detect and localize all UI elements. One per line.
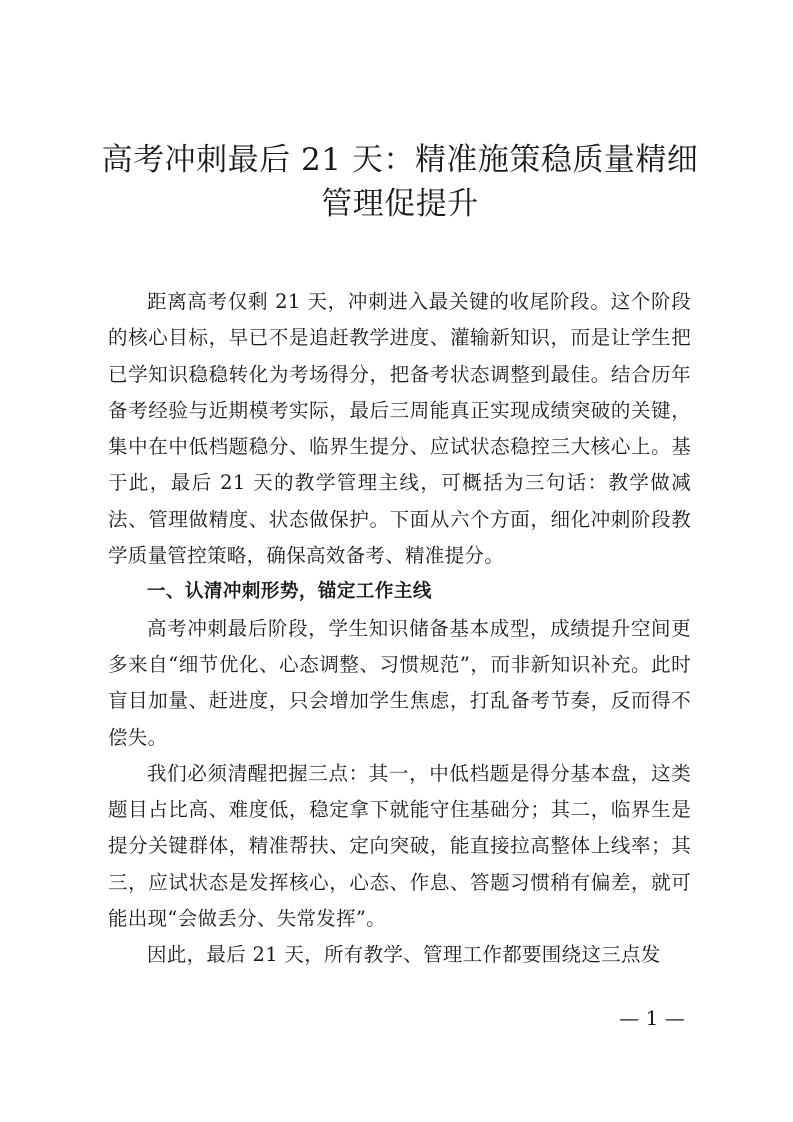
intro-paragraph: 距离高考仅剩 21 天，冲刺进入最关键的收尾阶段。这个阶段的核心目标，早已不是追赶教学进度、灌输新知识，而是让学生把已学知识稳稳转化为考场得分，把备考状态调整到最佳。结合历年备考经验与近期模考实际，最后三周能真正实现成绩突破的关键，集中在中低档题稳分、临界生提分、应试状态稳控三大核心上。基于此，最后 21 天的教学管理主线，可概括为三句话：教学做减法、管理做精度、状态做保护。下面从六个方面，细化冲刺阶段教学质量管控策略，确保高效备考、精准提分。 [108,290,691,568]
document-body [108,284,691,974]
page-number: — 1 — [619,1006,685,1030]
document-title [100,138,700,226]
title-line-1: 高考冲刺最后 21 天：精准施策稳质量精细 [101,142,699,178]
section-paragraph-1: 高考冲刺最后阶段，学生知识储备基本成型，成绩提升空间更多来自“细节优化、心态调整、习惯规范”，而非新知识补充。此时盲目加量、赶进度，只会增加学生焦虑，打乱备考节奏，反而得不偿失。 [108,616,691,749]
section-paragraph-3: 因此，最后 21 天，所有教学、管理工作都要围绕这三点发 [147,943,661,967]
section-heading: 一、认清冲刺形势，锚定工作主线 [146,581,432,603]
section-paragraph-2: 我们必须清醒把握三点：其一，中低档题是得分基本盘，这类题目占比高、难度低，稳定拿下就能守住基础分；其二，临界生是提分关键群体，精准帮扶、定向突破，能直接拉高整体上线率；其三，应试状态是发挥核心，心态、作息、答题习惯稍有偏差，就可能出现“会做丢分、失常发挥”。 [108,761,691,931]
title-line-2: 管理促提升 [321,186,479,222]
